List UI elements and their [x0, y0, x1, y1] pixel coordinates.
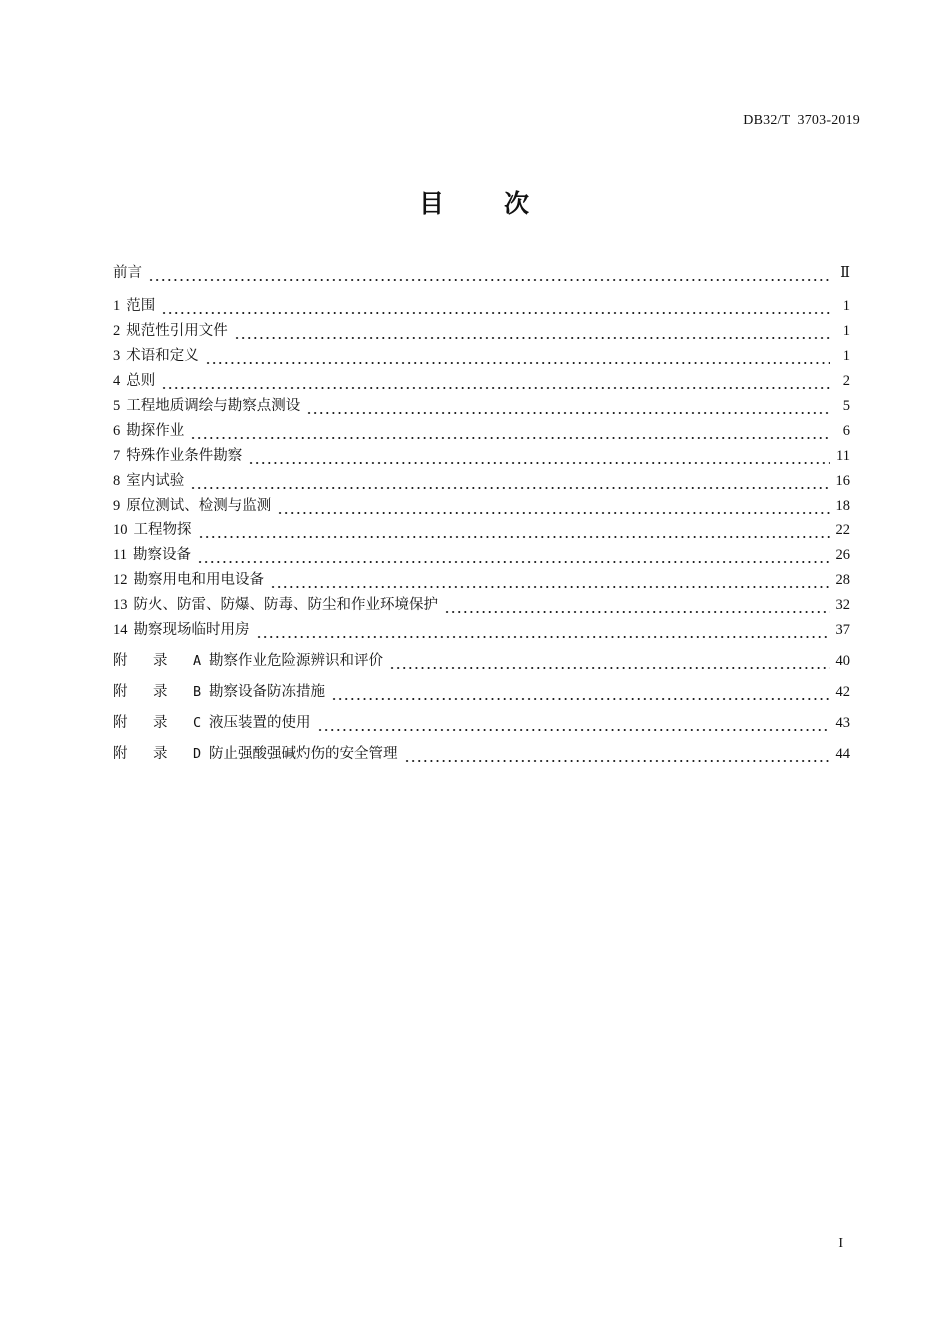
toc-entry-number: 1	[113, 298, 121, 314]
toc-entry[interactable]	[113, 420, 850, 442]
toc-entry[interactable]	[113, 395, 850, 417]
toc-entry-number: 4	[113, 373, 121, 389]
toc-entry-page: 40	[835, 653, 850, 669]
toc-entry[interactable]	[113, 320, 850, 342]
toc-entry[interactable]	[113, 569, 850, 591]
toc-entry-label: 室内试验	[126, 473, 185, 489]
toc-entry-label: 勘察现场临时用房	[133, 622, 250, 638]
toc-entry[interactable]	[113, 370, 850, 392]
toc-leader-dots	[190, 420, 830, 442]
toc-entry-page: 1	[842, 323, 850, 339]
toc-entry-number: 12	[113, 572, 128, 588]
appendix-letter: A	[193, 653, 202, 669]
toc-entry-label: 液压装置的使用	[209, 715, 311, 731]
toc-entry-page: 26	[835, 547, 850, 563]
toc-entry-page: 11	[836, 448, 850, 464]
toc-entry-label: 勘察用电和用电设备	[133, 572, 264, 588]
toc-leader-dots	[161, 295, 830, 317]
appendix-word-fu: 附	[113, 684, 128, 700]
toc-entry[interactable]	[113, 445, 850, 467]
toc-entry-label: 前言	[113, 265, 142, 281]
appendix-prefix	[113, 650, 209, 672]
toc-entry-page: Ⅱ	[840, 265, 850, 281]
toc-entry[interactable]	[113, 544, 850, 566]
appendix-letter: B	[193, 684, 202, 700]
appendix-word-fu: 附	[113, 715, 128, 731]
page-title-part-1: 目	[418, 189, 446, 218]
toc-leader-dots	[256, 619, 830, 641]
toc-entry-page: 42	[835, 684, 850, 700]
toc-entry-number: 13	[113, 597, 128, 613]
toc-entry-label: 勘察作业危险源辨识和评价	[209, 653, 383, 669]
toc-entry-page: 18	[835, 498, 850, 514]
toc-entry-number: 5	[113, 398, 121, 414]
toc-entry[interactable]	[113, 470, 850, 492]
appendix-word-lu: 录	[153, 746, 168, 762]
toc-entry-label: 勘察设备	[132, 547, 191, 563]
toc-leader-dots	[198, 519, 830, 541]
toc-entry-number: 14	[113, 622, 128, 638]
toc-appendix-entry[interactable]	[113, 712, 850, 734]
toc-entry-label: 工程地质调绘与勘察点测设	[126, 398, 301, 414]
toc-entry-label: 勘察设备防冻措施	[209, 684, 325, 700]
toc-entry-label: 工程物探	[133, 522, 192, 538]
toc-entry-label: 总则	[126, 373, 156, 389]
toc-entry-number: 7	[113, 448, 121, 464]
toc-entry-page: 44	[835, 746, 850, 762]
toc-leader-dots	[389, 650, 830, 672]
appendix-prefix	[113, 681, 209, 703]
toc-entry-label: 规范性引用文件	[126, 323, 228, 339]
toc-entry[interactable]	[113, 519, 850, 541]
toc-entry-label: 原位测试、检测与监测	[126, 498, 272, 514]
toc-entry-page: 37	[835, 622, 850, 638]
toc-entry-page: 43	[835, 715, 850, 731]
toc-entry-foreword[interactable]	[113, 262, 850, 284]
toc-entry[interactable]	[113, 345, 850, 367]
toc-leader-dots	[205, 345, 830, 367]
toc-entry-label: 术语和定义	[126, 348, 199, 364]
toc-leader-dots	[306, 395, 830, 417]
toc-entry-label: 防止强酸强碱灼伤的安全管理	[209, 746, 398, 762]
toc-entry-page: 22	[835, 522, 850, 538]
appendix-word-lu: 录	[153, 684, 168, 700]
toc-entry-label: 防火、防雷、防爆、防毒、防尘和作业环境保护	[133, 597, 438, 613]
toc-appendix-entry[interactable]	[113, 650, 850, 672]
toc-entry-number: 10	[113, 522, 128, 538]
toc-entry-page: 32	[835, 597, 850, 613]
toc-entry-page: 5	[842, 398, 850, 414]
toc-entry-number: 6	[113, 423, 121, 439]
toc-entry-number: 9	[113, 498, 121, 514]
toc-leader-dots	[277, 495, 829, 517]
toc-leader-dots	[190, 470, 829, 492]
toc-entry[interactable]	[113, 619, 850, 641]
toc-entry-label: 勘探作业	[126, 423, 185, 439]
appendix-letter: C	[193, 715, 202, 731]
document-code: DB32/T 3703-2019	[743, 113, 860, 128]
toc-entry-page: 6	[842, 423, 850, 439]
appendix-word-lu: 录	[153, 653, 168, 669]
toc-entry-page: 2	[842, 373, 850, 389]
page-number: I	[838, 1236, 843, 1251]
toc-entry-number: 2	[113, 323, 121, 339]
toc-entry-page: 1	[842, 298, 850, 314]
page-title-part-2: 次	[504, 189, 532, 218]
appendix-letter: D	[193, 746, 202, 762]
toc-leader-dots	[234, 320, 830, 342]
toc-entry[interactable]	[113, 295, 850, 317]
appendix-word-fu: 附	[113, 746, 128, 762]
toc-entry-number: 11	[113, 547, 127, 563]
appendix-word-fu: 附	[113, 653, 128, 669]
toc-leader-dots	[248, 445, 830, 467]
toc-entry-label: 范围	[126, 298, 156, 314]
toc-leader-dots	[270, 569, 830, 591]
toc-entry[interactable]	[113, 495, 850, 517]
toc-appendix-entry[interactable]	[113, 681, 850, 703]
toc-leader-dots	[331, 681, 830, 703]
toc-leader-dots	[148, 262, 830, 284]
toc-entry-number: 3	[113, 348, 121, 364]
toc-leader-dots	[317, 712, 830, 734]
toc-leader-dots	[444, 594, 830, 616]
toc-appendix-entry[interactable]	[113, 743, 850, 765]
toc-entry-page: 1	[842, 348, 850, 364]
toc-entry-number: 8	[113, 473, 121, 489]
toc-entry-page: 28	[835, 572, 850, 588]
appendix-prefix	[113, 743, 209, 765]
toc-entry-label: 特殊作业条件勘察	[126, 448, 243, 464]
toc-leader-dots	[161, 370, 830, 392]
toc-leader-dots	[197, 544, 830, 566]
appendix-word-lu: 录	[153, 715, 168, 731]
toc-entry-page: 16	[835, 473, 850, 489]
appendix-prefix	[113, 712, 209, 734]
page-title	[0, 184, 950, 220]
toc-entry[interactable]	[113, 594, 850, 616]
toc-leader-dots	[404, 743, 830, 765]
